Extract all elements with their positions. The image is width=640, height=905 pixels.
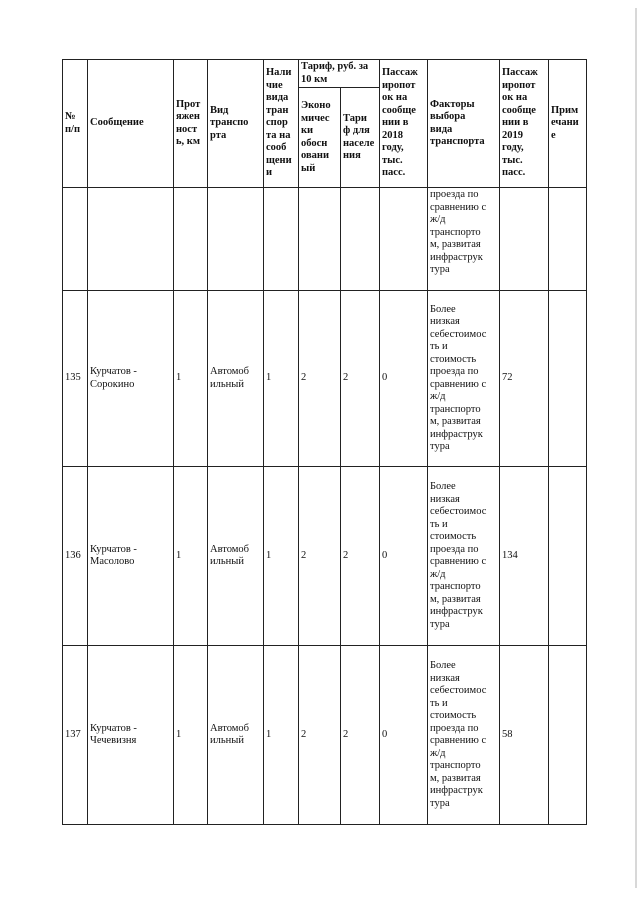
header-row-1 (63, 60, 587, 88)
col-header-tariff: Тариф, руб. за 10 км (299, 60, 380, 88)
col-header-pass-2019: Пассаж иропот ок на сообще нии в 2019 году, тыс. пасс. (500, 60, 549, 188)
continuation-factors: проезда по сравнению с ж/д транспорто м, развитая инфраструк тура (428, 188, 500, 291)
transport-table (62, 59, 587, 825)
row-tariff-econ: 2 (299, 467, 341, 646)
col-header-transport-type: Вид транспо рта (208, 60, 264, 188)
continuation-row (63, 188, 587, 291)
row-length: 1 (174, 646, 208, 825)
table-row (63, 646, 587, 825)
page-edge (635, 8, 637, 888)
col-header-factors: Факторы выбора вида транспорта (428, 60, 500, 188)
row-transport-type: Автомоб ильный (208, 646, 264, 825)
row-note (549, 291, 587, 467)
row-availability: 1 (264, 467, 299, 646)
row-pass-2018: 0 (380, 646, 428, 825)
row-factors: Более низкая себестоимос ть и стоимость проезда по сравнению с ж/д транспорто м, развитая инфраструк тура (428, 291, 500, 467)
row-length: 1 (174, 467, 208, 646)
row-note (549, 467, 587, 646)
table-row (63, 291, 587, 467)
row-pass-2019: 134 (500, 467, 549, 646)
col-header-note: Прим ечани е (549, 60, 587, 188)
row-num: 135 (63, 291, 88, 467)
row-route: Курчатов - Сорокино (88, 291, 174, 467)
row-factors: Более низкая себестоимос ть и стоимость проезда по сравнению с ж/д транспорто м, развитая инфраструк тура (428, 646, 500, 825)
row-tariff-pop: 2 (341, 291, 380, 467)
row-tariff-econ: 2 (299, 291, 341, 467)
row-availability: 1 (264, 646, 299, 825)
col-header-tariff-pop: Тари ф для населе ния (341, 88, 380, 188)
row-pass-2019: 72 (500, 291, 549, 467)
row-tariff-pop: 2 (341, 646, 380, 825)
row-route: Курчатов - Чечевизня (88, 646, 174, 825)
col-header-availability: Нали чие вида тран спор та на сооб щени и (264, 60, 299, 188)
row-transport-type: Автомоб ильный (208, 467, 264, 646)
col-header-length: Прот яжен ност ь, км (174, 60, 208, 188)
row-factors: Более низкая себестоимос ть и стоимость проезда по сравнению с ж/д транспорто м, развитая инфраструк тура (428, 467, 500, 646)
row-length: 1 (174, 291, 208, 467)
col-header-pass-2018: Пассаж иропот ок на сообще нии в 2018 году, тыс. пасс. (380, 60, 428, 188)
row-pass-2019: 58 (500, 646, 549, 825)
col-header-tariff-econ: Эконо мичес ки обосн овани ый (299, 88, 341, 188)
row-tariff-econ: 2 (299, 646, 341, 825)
row-num: 137 (63, 646, 88, 825)
row-note (549, 646, 587, 825)
col-header-route: Сообщение (88, 60, 174, 188)
table-row (63, 467, 587, 646)
row-tariff-pop: 2 (341, 467, 380, 646)
row-transport-type: Автомоб ильный (208, 291, 264, 467)
row-route: Курчатов - Масолово (88, 467, 174, 646)
row-pass-2018: 0 (380, 467, 428, 646)
row-num: 136 (63, 467, 88, 646)
row-availability: 1 (264, 291, 299, 467)
row-pass-2018: 0 (380, 291, 428, 467)
col-header-num: № п/п (63, 60, 88, 188)
